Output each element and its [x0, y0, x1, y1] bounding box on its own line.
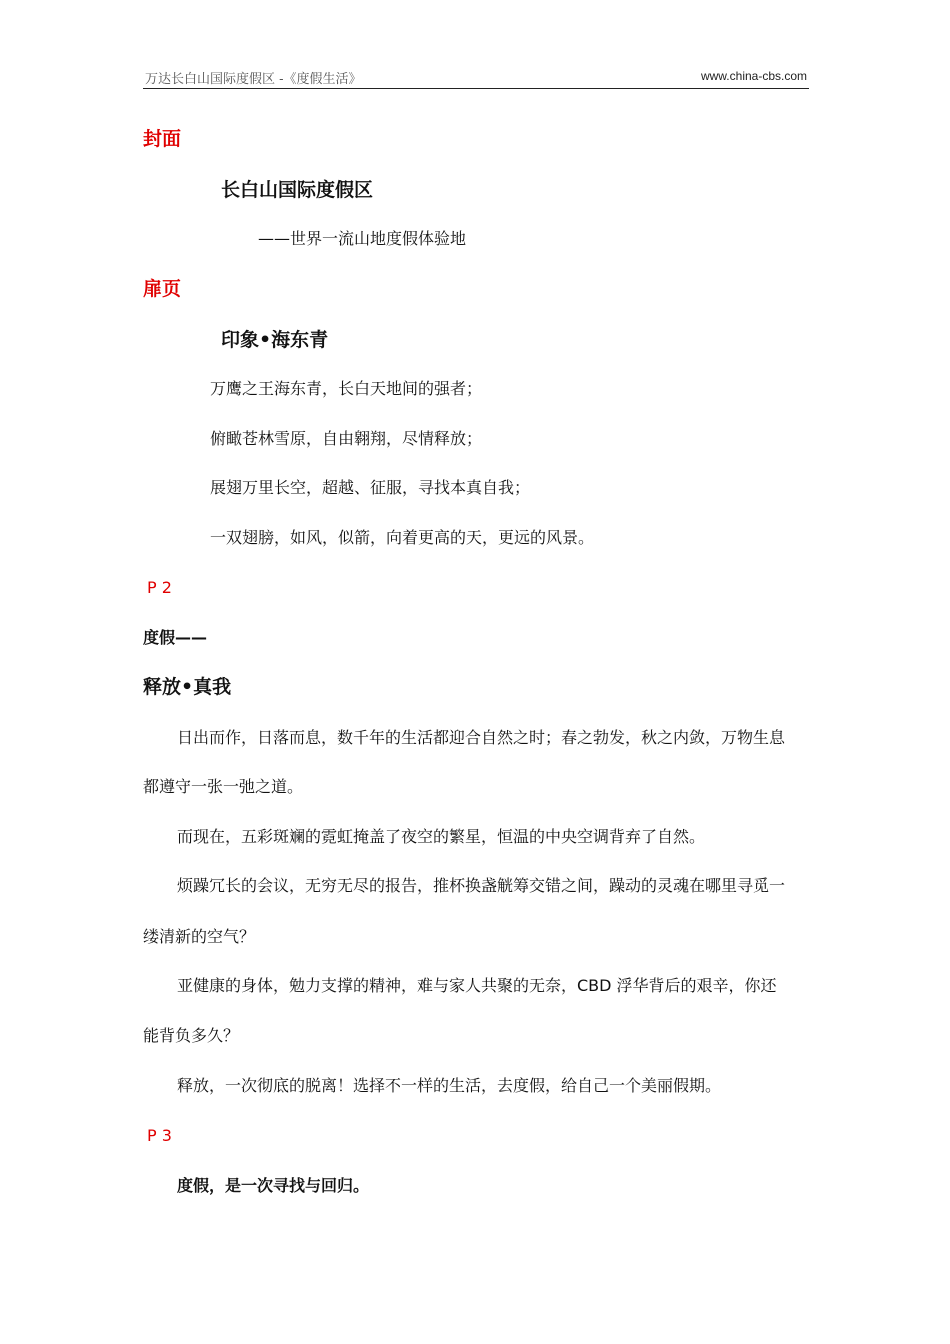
p3-heading: 度假，是一次寻找与回归。 [177, 1176, 370, 1195]
section-label-cover: 封面 [143, 128, 182, 150]
poem-line: 展翅万里长空，超越、征服，寻找本真自我； [210, 478, 531, 497]
body-line: 能背负多久？ [143, 1026, 240, 1045]
section-label-title-page: 扉页 [143, 278, 182, 300]
title-page-heading: 印象•海东青 [221, 329, 329, 351]
body-line: 释放，一次彻底的脱离！选择不一样的生活，去度假，给自己一个美丽假期。 [177, 1076, 722, 1095]
header-url: www.china-cbs.com [700, 69, 807, 83]
poem-line: 俯瞰苍林雪原，自由翱翔，尽情释放； [210, 429, 483, 448]
poem-line: 一双翅膀，如风，似箭，向着更高的天，更远的风景。 [210, 528, 595, 547]
p2-heading-2: 释放•真我 [143, 676, 232, 698]
body-line: 而现在，五彩斑斓的霓虹掩盖了夜空的繁星，恒温的中央空调背弃了自然。 [177, 827, 706, 846]
p2-heading-1: 度假—— [143, 628, 208, 647]
page-header [143, 66, 809, 89]
header-title: 万达长白山国际度假区 -《度假生活》 [145, 72, 362, 87]
body-line: 都遵守一张一弛之道。 [143, 777, 304, 796]
poem-line: 万鹰之王海东青，长白天地间的强者； [210, 379, 483, 398]
body-line: 烦躁冗长的会议，无穷无尽的报告，推杯换盏觥筹交错之间，躁动的灵魂在哪里寻觅一 [177, 876, 786, 895]
page-marker-p2: P 2 [147, 578, 172, 597]
page-marker-p3: P 3 [147, 1126, 172, 1145]
body-line: 日出而作，日落而息，数千年的生活都迎合自然之时；春之勃发，秋之内敛，万物生息 [177, 728, 786, 747]
cover-title: 长白山国际度假区 [221, 179, 374, 201]
body-line: 亚健康的身体，勉力支撑的精神，难与家人共聚的无奈，CBD 浮华背后的艰辛，你还 [177, 976, 777, 995]
cover-subtitle: ——世界一流山地度假体验地 [258, 229, 467, 248]
body-line: 缕清新的空气？ [143, 927, 256, 946]
